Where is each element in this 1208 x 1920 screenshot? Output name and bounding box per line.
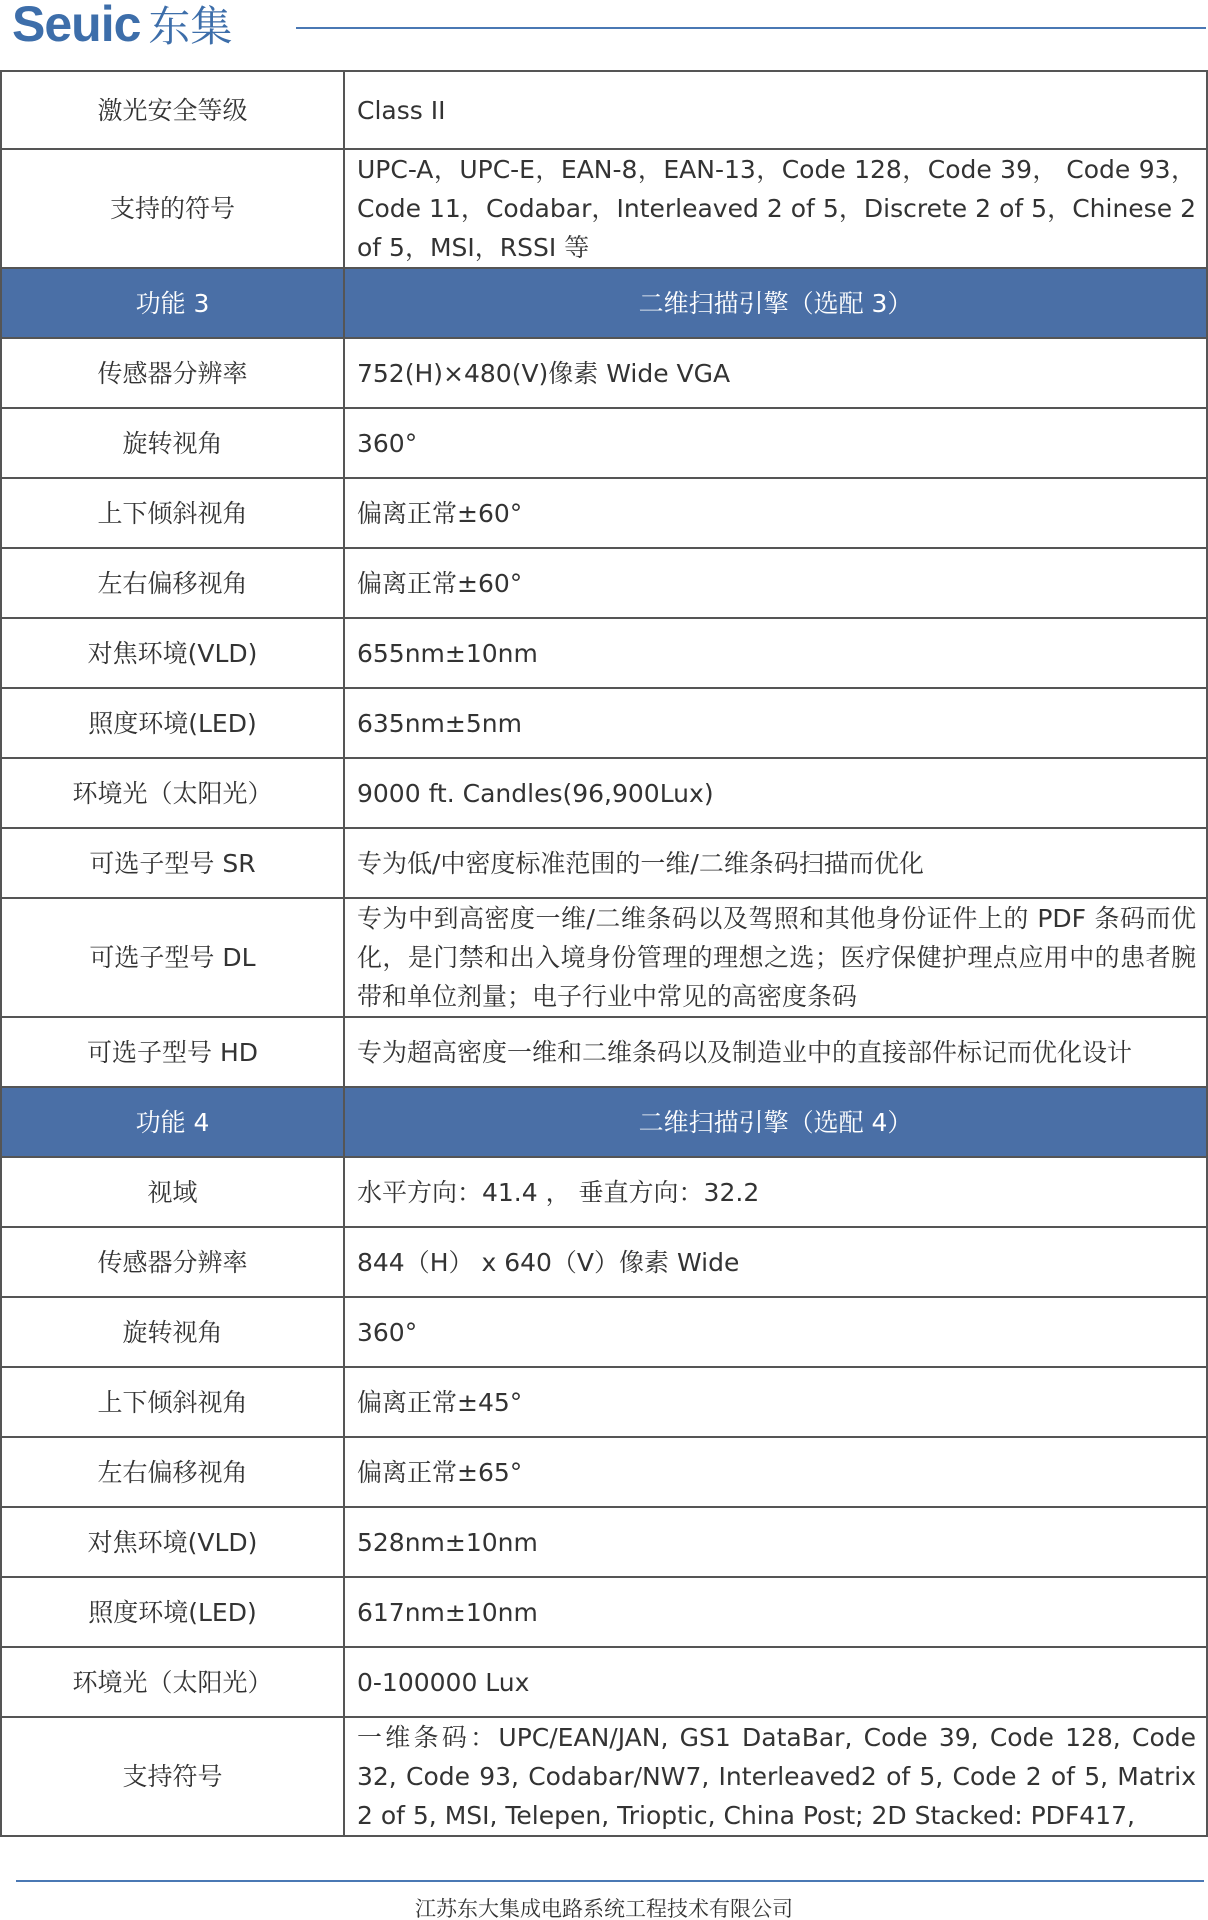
spec-value: 水平方向：41.4 ， 垂直方向：32.2: [344, 1157, 1207, 1227]
spec-label: 支持符号: [1, 1717, 344, 1836]
spec-label: 对焦环境(VLD): [1, 1507, 344, 1577]
spec-value: 专为低/中密度标准范围的一维/二维条码扫描而优化: [344, 828, 1207, 898]
company-name: 江苏东大集成电路系统工程技术有限公司: [415, 1897, 793, 1920]
table-row: [1, 548, 1207, 618]
spec-label: 视域: [1, 1157, 344, 1227]
table-row: [1, 1367, 1207, 1437]
spec-label: 可选子型号 HD: [1, 1017, 344, 1087]
header-divider: [296, 27, 1206, 29]
spec-value: Class II: [344, 71, 1207, 149]
spec-value: 360°: [344, 1297, 1207, 1367]
spec-label: 环境光（太阳光）: [1, 758, 344, 828]
section-title: 二维扫描引擎（选配 4）: [344, 1087, 1207, 1157]
table-row: [1, 618, 1207, 688]
table-row: [1, 71, 1207, 149]
table-row: [1, 758, 1207, 828]
table-row: [1, 1647, 1207, 1717]
spec-label: 对焦环境(VLD): [1, 618, 344, 688]
table-row: [1, 1157, 1207, 1227]
spec-value: 617nm±10nm: [344, 1577, 1207, 1647]
spec-value: 专为超高密度一维和二维条码以及制造业中的直接部件标记而优化设计: [344, 1017, 1207, 1087]
table-row: [1, 688, 1207, 758]
table-row: [1, 1297, 1207, 1367]
spec-value: 偏离正常±65°: [344, 1437, 1207, 1507]
spec-label: 照度环境(LED): [1, 1577, 344, 1647]
logo-chinese: 东集: [148, 2, 233, 51]
spec-value: 752(H)×480(V)像素 Wide VGA: [344, 338, 1207, 408]
spec-label: 激光安全等级: [1, 71, 344, 149]
spec-value: 635nm±5nm: [344, 688, 1207, 758]
table-row: [1, 1717, 1207, 1836]
spec-value: UPC-A，UPC-E，EAN-8，EAN-13，Code 128，Code 39， Code 93，Code 11，Codabar，Interleaved 2 of 5，Discrete 2 of 5，Chinese 2 of 5，MSI，RSSI 等: [344, 149, 1207, 268]
spec-label: 左右偏移视角: [1, 1437, 344, 1507]
spec-value: 0-100000 Lux: [344, 1647, 1207, 1717]
section-label: 功能 4: [1, 1087, 344, 1157]
table-row: [1, 408, 1207, 478]
table-row: [1, 1227, 1207, 1297]
table-row: [1, 1577, 1207, 1647]
spec-value: 360°: [344, 408, 1207, 478]
spec-value: 专为中到高密度一维/二维条码以及驾照和其他身份证件上的 PDF 条码而优化，是门禁和出入境身份管理的理想之选；医疗保健护理点应用中的患者腕带和单位剂量；电子行业中常见的高密度条码: [344, 898, 1207, 1017]
spec-value: 844（H） x 640（V）像素 Wide: [344, 1227, 1207, 1297]
section-header-row: [1, 268, 1207, 338]
logo-english: Seuic: [12, 0, 141, 52]
spec-value: 一维条码：UPC/EAN/JAN, GS1 DataBar, Code 39, Code 128, Code 32, Code 93, Codabar/NW7, Interleaved2 of 5, Code 2 of 5, Matrix 2 of 5, MSI, Telepen, Trioptic, China Post; 2D Stacked: PDF417,: [344, 1717, 1207, 1836]
section-header-row: [1, 1087, 1207, 1157]
spec-label: 可选子型号 DL: [1, 898, 344, 1017]
spec-value: 528nm±10nm: [344, 1507, 1207, 1577]
spec-label: 环境光（太阳光）: [1, 1647, 344, 1717]
spec-label: 照度环境(LED): [1, 688, 344, 758]
seuic-logo: [12, 0, 232, 54]
table-row: [1, 478, 1207, 548]
spec-value: 偏离正常±60°: [344, 548, 1207, 618]
spec-label: 上下倾斜视角: [1, 478, 344, 548]
spec-value: 9000 ft. Candles(96,900Lux): [344, 758, 1207, 828]
spec-label: 传感器分辨率: [1, 338, 344, 408]
spec-value: 655nm±10nm: [344, 618, 1207, 688]
section-label: 功能 3: [1, 268, 344, 338]
table-row: [1, 1437, 1207, 1507]
section-title: 二维扫描引擎（选配 3）: [344, 268, 1207, 338]
page-header: [0, 0, 1208, 70]
spec-label: 左右偏移视角: [1, 548, 344, 618]
table-row: [1, 338, 1207, 408]
spec-label: 旋转视角: [1, 1297, 344, 1367]
spec-label: 可选子型号 SR: [1, 828, 344, 898]
spec-label: 传感器分辨率: [1, 1227, 344, 1297]
spec-label: 旋转视角: [1, 408, 344, 478]
spec-value: 偏离正常±45°: [344, 1367, 1207, 1437]
table-row: [1, 1017, 1207, 1087]
table-row: [1, 898, 1207, 1017]
table-row: [1, 149, 1207, 268]
spec-table: [0, 70, 1208, 1837]
table-row: [1, 1507, 1207, 1577]
footer-divider: [16, 1880, 1204, 1882]
table-row: [1, 828, 1207, 898]
spec-label: 支持的符号: [1, 149, 344, 268]
spec-label: 上下倾斜视角: [1, 1367, 344, 1437]
spec-value: 偏离正常±60°: [344, 478, 1207, 548]
